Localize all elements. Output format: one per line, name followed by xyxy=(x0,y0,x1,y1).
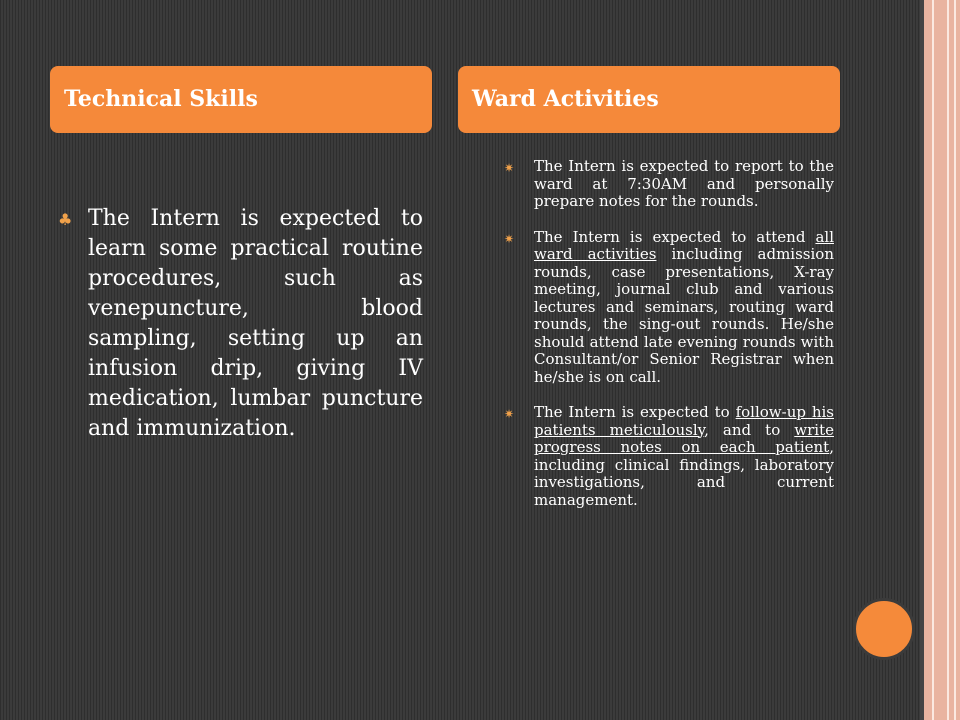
item-text: The Intern is expected to report to the ward at 7:30AM and personally prepare notes for the rounds. xyxy=(534,157,834,210)
item-text-pre: The Intern is expected to attend xyxy=(534,227,816,246)
decorative-circle xyxy=(853,598,915,660)
item-text-underlined: write progress notes on each patient xyxy=(534,420,834,456)
item-text-post: including admission rounds, case presentations, X-ray meeting, journal club and various lectures and seminars, routing ward rounds, the sing-out rounds. He/she should attend late evening rounds with Consultant/or Senior Registrar when he/she is on call. xyxy=(534,245,834,386)
ward-activities-list xyxy=(504,158,834,527)
item-text-underlined: follow-up his patients meticulously xyxy=(534,403,834,439)
technical-skills-text: The Intern is expected to learn some practical routine procedures, such as venepuncture, blood sampling, setting up an infusion drip, giving IV medication, lumbar puncture and immunization. xyxy=(88,206,423,441)
list-item xyxy=(504,404,834,509)
club-icon: ♣ xyxy=(58,210,73,229)
technical-skills-header: Technical Skills xyxy=(50,66,432,133)
frame-line xyxy=(932,0,934,720)
frame-line xyxy=(954,0,956,720)
item-text-mid: , and to xyxy=(704,420,795,439)
ward-activities-header: Ward Activities xyxy=(458,66,840,133)
list-item xyxy=(504,158,834,211)
technical-skills-content xyxy=(58,204,423,444)
item-text-underlined: all ward activities xyxy=(534,227,834,263)
asterisk-icon: ✷ xyxy=(504,161,515,175)
asterisk-icon: ✷ xyxy=(504,231,515,246)
asterisk-icon: ✷ xyxy=(504,407,515,421)
item-text-post: , including clinical findings, laboratory investigations, and current management. xyxy=(534,438,834,509)
frame-line xyxy=(947,0,949,720)
list-item xyxy=(504,229,834,387)
item-text-pre: The Intern is expected to xyxy=(534,403,736,421)
